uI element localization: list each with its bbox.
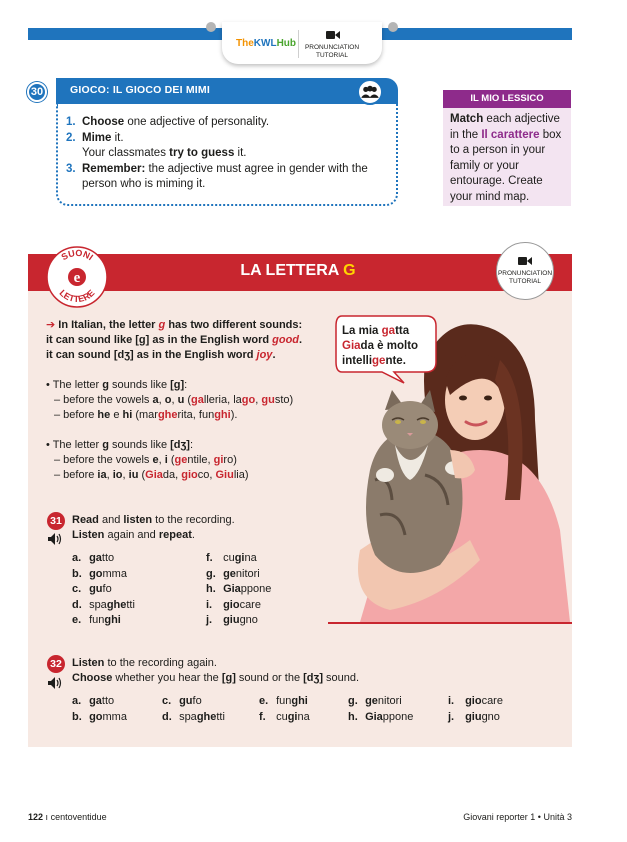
activity-31-instructions: Read and listen to the recording. Listen again and repeat. xyxy=(72,514,235,541)
svg-text:LETTERE: LETTERE xyxy=(57,287,97,305)
group-icon xyxy=(357,79,383,105)
list-item: e. funghi xyxy=(259,695,308,707)
instruction-3: 3. Remember: the adjective must agree in gender with the xyxy=(66,162,368,175)
list-item: d. spaghetti xyxy=(72,598,135,611)
list-item: h. Giappone xyxy=(206,583,272,595)
rule-hard-g: • The letter g sounds like [g]: – before the vowels a, o, u (galleria, lago, gusto) – before he e hi (margherita, funghi). xyxy=(46,379,294,421)
activity-30-number: 30 xyxy=(27,82,47,102)
list-item: e. funghi xyxy=(72,614,121,626)
list-item: c. gufo xyxy=(162,695,202,707)
svg-text:e: e xyxy=(73,270,81,286)
page-footer-right: Giovani reporter 1 • Unità 3 xyxy=(463,812,572,822)
logo-part-the: The xyxy=(236,38,254,49)
list-item: j. giugno xyxy=(206,614,258,626)
list-item: f. cugina xyxy=(206,552,257,564)
activity-32-instructions: Listen to the recording again. Choose whether you hear the [g] sound or the [dʒ] sound. xyxy=(72,657,360,684)
logo-part-hub: Hub xyxy=(276,38,297,49)
list-item: b. gomma xyxy=(72,567,127,580)
list-item: g. genitori xyxy=(206,567,260,580)
kwl-hub-logo[interactable] xyxy=(236,38,296,49)
activity-30-instructions xyxy=(66,115,388,193)
video-camera-icon xyxy=(518,256,532,266)
list-item: i. giocare xyxy=(206,598,261,611)
instruction-1: 1. Choose one adjective of personality. xyxy=(66,116,270,128)
tab-knob-right xyxy=(388,22,398,32)
suoni-e-lettere-seal xyxy=(46,246,108,308)
page-footer-left: 122 ı centoventidue xyxy=(28,812,107,822)
list-item: a. gatto xyxy=(72,552,115,564)
list-item: i. giocare xyxy=(448,695,503,707)
list-item: c. gufo xyxy=(72,583,112,595)
pronunciation-badge-label[interactable]: PRONUNCIATION TUTORIAL xyxy=(497,270,553,285)
word-list-31-col2 xyxy=(206,551,271,629)
instruction-2: 2. Mime it. xyxy=(66,131,124,144)
lessico-title: IL MIO LESSICO xyxy=(443,90,571,108)
activity-32-number: 32 xyxy=(47,655,65,673)
tab-knob-left xyxy=(206,22,216,32)
logo-part-kwl: KWL xyxy=(253,38,277,49)
letter-g-intro: ➔ In Italian, the letter g has two different sounds: it can sound like [g] as in the English word good. it can sound [dʒ] as in the English word joy. xyxy=(46,319,303,361)
list-item: d. spaghetti xyxy=(162,710,225,723)
lessico-text: Match each adjective in the Il carattere box to a person in your family or your entourage. Create your mind map. xyxy=(443,108,571,206)
list-item: j. giugno xyxy=(448,710,500,723)
audio-speaker-icon[interactable] xyxy=(48,677,62,689)
list-item: g. genitori xyxy=(348,695,402,707)
list-item: a. gatto xyxy=(72,695,115,707)
list-item: h. Giappone xyxy=(348,710,414,723)
instruction-3-line2: person who is miming it. xyxy=(82,178,206,190)
activity-30-title: GIOCO: IL GIOCO DEI MIMI xyxy=(70,84,210,96)
speech-bubble-text: La mia gatta Giada è molto intelligente. xyxy=(342,325,419,367)
list-item: b. gomma xyxy=(72,710,127,723)
svg-text:SUONI: SUONI xyxy=(59,247,95,263)
rule-soft-g: • The letter g sounds like [dʒ]: – before the vowels e, i (gentile, giro) – before ia, io, iu (Giada, gioco, Giulia) xyxy=(46,439,249,481)
word-list-32-col5 xyxy=(448,694,503,725)
word-list-32-col4 xyxy=(348,694,413,725)
list-item: f. cugina xyxy=(259,710,310,723)
instruction-2-line2: Your classmates try to guess it. xyxy=(82,147,247,159)
audio-speaker-icon[interactable] xyxy=(48,533,62,545)
word-list-31-col1 xyxy=(72,551,135,629)
tab-divider xyxy=(298,30,299,58)
word-list-32-col1 xyxy=(72,694,127,725)
photo-underline xyxy=(328,622,572,624)
pronunciation-tutorial-link[interactable]: PRONUNCIATION TUTORIAL xyxy=(304,44,360,59)
video-camera-icon[interactable] xyxy=(326,30,340,40)
word-list-32-col3 xyxy=(259,694,310,725)
word-list-32-col2 xyxy=(162,694,225,725)
activity-31-number: 31 xyxy=(47,512,65,530)
section-title: LA LETTERA G xyxy=(240,262,356,279)
